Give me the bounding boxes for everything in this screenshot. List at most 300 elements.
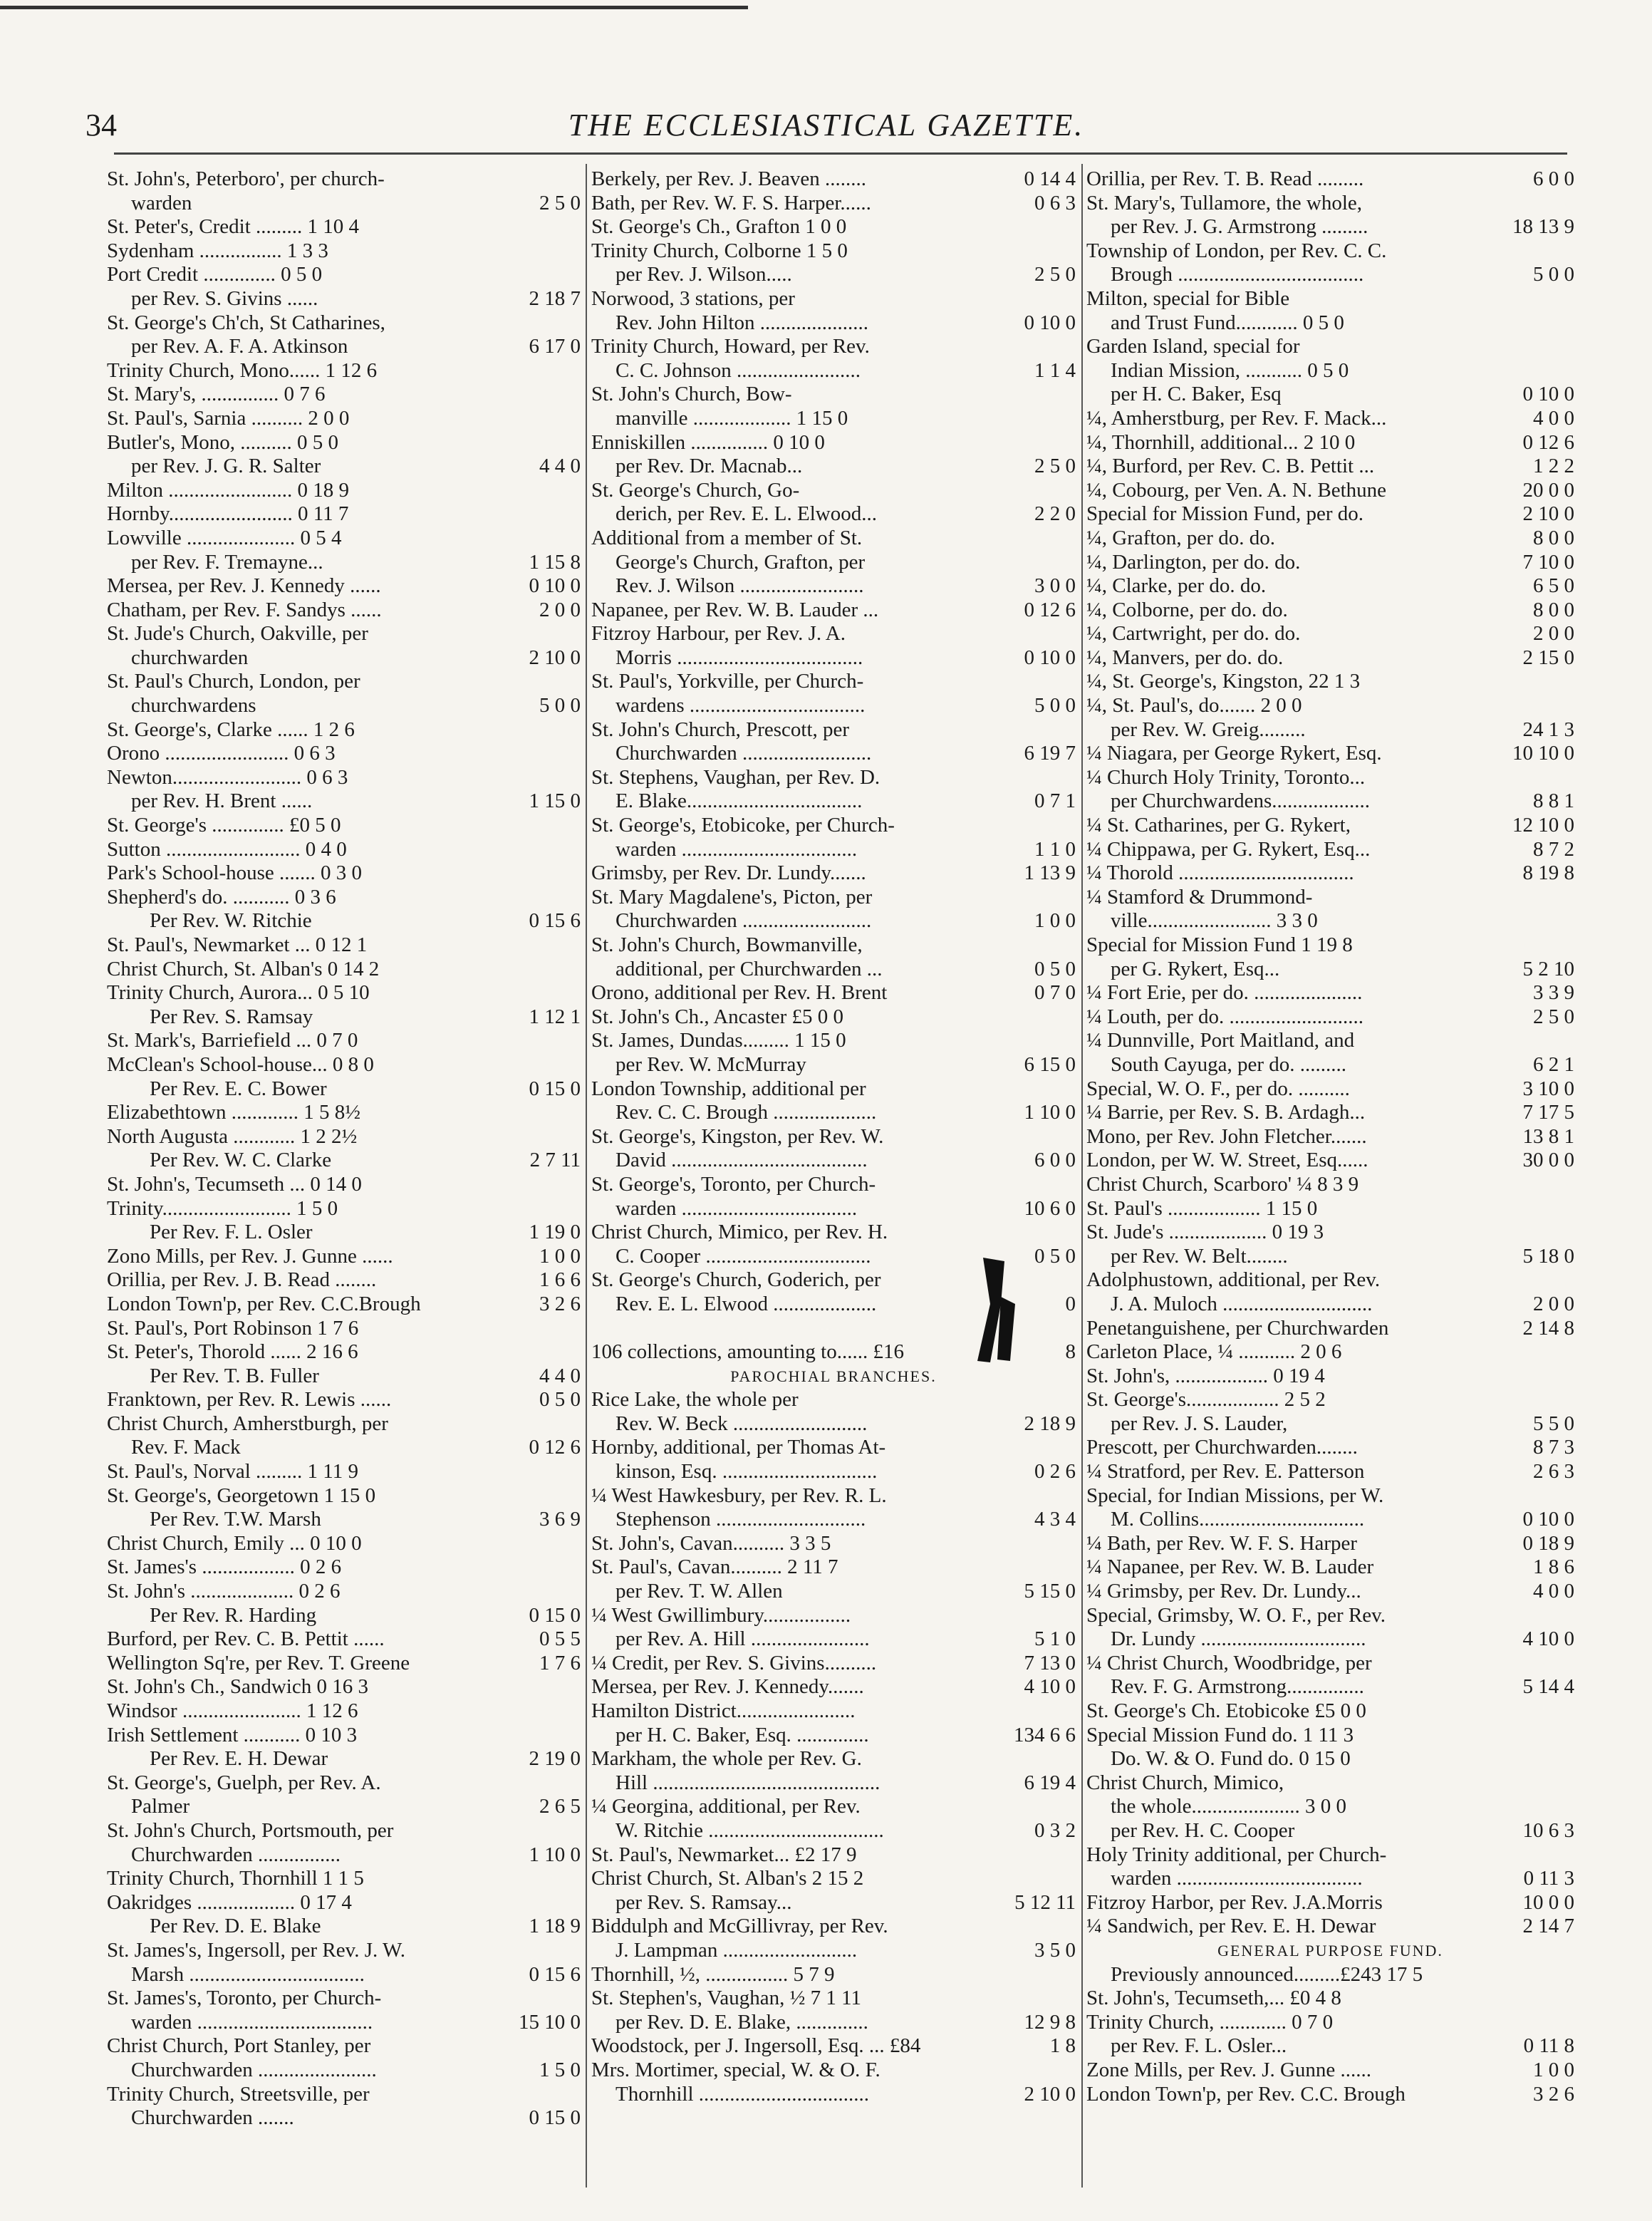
ledger-row xyxy=(591,192,1076,216)
entry-text: McClean's School-house... 0 8 0 xyxy=(107,1052,374,1076)
ledger-row xyxy=(591,1221,1076,1245)
entry-text: Orillia, per Rev. J. B. Read ........ xyxy=(107,1268,377,1292)
ledger-row xyxy=(1086,1508,1574,1532)
entry-amount: 6 2 1 xyxy=(1533,1052,1574,1076)
ledger-row xyxy=(107,1987,581,2011)
entry-amount: 2 7 11 xyxy=(529,1149,581,1172)
entry-text: per Rev. S. Ramsay... xyxy=(615,1890,792,1914)
entry-amount: 2 5 0 xyxy=(1034,455,1076,478)
ledger-row xyxy=(591,1747,1076,1771)
ledger-row xyxy=(107,215,581,239)
entry-text: Garden Island, special for xyxy=(1086,335,1300,358)
entry-text: per Rev. A. F. A. Atkinson xyxy=(131,335,348,358)
entry-amount: 2 2 0 xyxy=(1034,502,1076,526)
entry-text: Milton, special for Bible xyxy=(1086,286,1290,310)
entry-text: Thornhill ................................. xyxy=(615,2082,870,2106)
entry-text: Zono Mills, per Rev. J. Gunne ...... xyxy=(107,1244,393,1268)
entry-text: per Rev. A. Hill ....................... xyxy=(615,1627,870,1651)
ledger-row xyxy=(1086,574,1574,599)
ledger-row xyxy=(591,1460,1076,1484)
entry-text: Windsor ....................... 1 12 6 xyxy=(107,1699,358,1722)
entry-text: ¼ West Gwillimbury................. xyxy=(591,1603,851,1627)
column-divider xyxy=(586,164,587,2188)
entry-text: Churchwarden ......................... xyxy=(615,742,872,765)
entry-amount: 1 8 6 xyxy=(1533,1555,1574,1579)
entry-text: London Town'p, per Rev. C.C. Brough xyxy=(1086,2082,1406,2106)
ledger-row xyxy=(1086,1867,1574,1891)
entry-text: ¼, Amherstburg, per Rev. F. Mack... xyxy=(1086,406,1387,430)
entry-text: Markham, the whole per Rev. G. xyxy=(591,1747,862,1771)
ledger-row xyxy=(107,551,581,575)
ledger-row xyxy=(591,838,1076,862)
entry-text: Dr. Lundy ................................ xyxy=(1111,1627,1366,1651)
ledger-row xyxy=(1086,1101,1574,1125)
entry-amount: 12 9 8 xyxy=(1024,2010,1076,2034)
entry-text: St. George's Ch'ch, St Catharines, xyxy=(107,311,385,334)
page-title: THE ECCLESIASTICAL GAZETTE. xyxy=(568,108,1085,143)
ledger-row xyxy=(1086,1699,1574,1724)
ledger-row xyxy=(591,909,1076,933)
entry-text: kinson, Esq. .............................. xyxy=(615,1460,878,1484)
entry-text: ¼, Grafton, per do. do. xyxy=(1086,526,1275,549)
ledger-row xyxy=(591,335,1076,359)
entry-text: St. George's.................. 2 5 2 xyxy=(1086,1388,1326,1412)
entry-text: per Rev. W. Greig......... xyxy=(1111,718,1306,741)
ledger-row xyxy=(1086,2059,1574,2083)
entry-text: St. John's Church, Bow- xyxy=(591,383,792,406)
entry-text: Trinity......................... 1 5 0 xyxy=(107,1196,338,1220)
ledger-row xyxy=(1086,1125,1574,1149)
entry-text: St. Mary's, ............... 0 7 6 xyxy=(107,383,326,406)
entry-text: ¼ Chippawa, per G. Rykert, Esq... xyxy=(1086,837,1371,861)
entry-amount: 1 18 9 xyxy=(529,1915,581,1938)
entry-text: Per Rev. R. Harding xyxy=(150,1603,317,1627)
ledger-row xyxy=(591,622,1076,646)
ledger-row xyxy=(1086,814,1574,838)
entry-amount: 1 8 xyxy=(1049,2034,1076,2058)
ledger-row xyxy=(591,1173,1076,1197)
entry-amount: 2 19 0 xyxy=(529,1747,581,1771)
entry-text: Special, for Indian Missions, per W. xyxy=(1086,1484,1384,1507)
entry-amount: 5 12 11 xyxy=(1014,1890,1076,1914)
ledger-row xyxy=(1086,1795,1574,1819)
ledger-row xyxy=(107,1125,581,1149)
entry-text: St. John's Ch., Sandwich 0 16 3 xyxy=(107,1675,368,1699)
ledger-row xyxy=(591,718,1076,742)
entry-text: warden xyxy=(131,191,192,214)
ledger-row xyxy=(1086,1963,1574,1987)
entry-text: Churchwarden ....................... xyxy=(131,2058,377,2081)
ledger-row xyxy=(1086,1819,1574,1843)
entry-amount: 0 11 8 xyxy=(1523,2034,1574,2058)
entry-text: Special Mission Fund do. 1 11 3 xyxy=(1086,1723,1354,1746)
ledger-row xyxy=(107,1388,581,1412)
entry-text: Trinity Church, ............. 0 7 0 xyxy=(1086,2010,1334,2034)
ledger-row xyxy=(1086,861,1574,886)
entry-amount: 1 2 2 xyxy=(1533,455,1574,478)
ledger-row xyxy=(1086,1053,1574,1077)
entry-text: St. Mark's, Barriefield ... 0 7 0 xyxy=(107,1029,358,1052)
entry-amount: 18 13 9 xyxy=(1512,215,1574,239)
ledger-row xyxy=(1086,766,1574,790)
ledger-row xyxy=(107,1795,581,1819)
entry-amount: 20 0 0 xyxy=(1522,478,1574,502)
entry-text: Township of London, per Rev. C. C. xyxy=(1086,239,1387,262)
entry-text: Woodstock, per J. Ingersoll, Esq. ... £84 xyxy=(591,2034,921,2058)
ledger-row xyxy=(107,2034,581,2059)
entry-amount: 0 12 6 xyxy=(1522,430,1574,454)
entry-text: Mersea, per Rev. J. Kennedy ...... xyxy=(107,574,381,598)
ledger-row xyxy=(1086,599,1574,623)
page-header xyxy=(85,107,1567,150)
entry-amount: 6 19 7 xyxy=(1024,742,1076,765)
ledger-row xyxy=(107,1484,581,1508)
ledger-row xyxy=(591,1005,1076,1030)
header-rule xyxy=(114,152,1567,155)
ledger-row xyxy=(591,359,1076,383)
ledger-row xyxy=(1086,1724,1574,1748)
entry-amount: 8 xyxy=(1065,1340,1076,1364)
ledger-row xyxy=(1086,1245,1574,1269)
entry-text: Marsh .................................. xyxy=(131,1962,365,1986)
ledger-row xyxy=(1086,239,1574,264)
entry-text: St. George's .............. £0 5 0 xyxy=(107,814,341,837)
ledger-row xyxy=(591,551,1076,575)
ledger-row xyxy=(107,1245,581,1269)
entry-amount: 0 5 0 xyxy=(539,1388,581,1412)
entry-text: Rev. F. G. Armstrong............... xyxy=(1111,1675,1364,1699)
ledger-row xyxy=(1086,1484,1574,1508)
entry-text: St. John's Church, Portsmouth, per xyxy=(107,1818,394,1842)
ledger-row xyxy=(1086,1436,1574,1460)
entry-amount: 1 19 0 xyxy=(529,1221,581,1244)
entry-text: Trinity Church, Streetsville, per xyxy=(107,2082,370,2106)
ledger-row xyxy=(1086,479,1574,503)
entry-text: ¼ Louth, per do. .......................... xyxy=(1086,1005,1364,1028)
entry-text: Christ Church, Port Stanley, per xyxy=(107,2034,371,2058)
ledger-row xyxy=(591,1724,1076,1748)
ledger-row xyxy=(591,1795,1076,1819)
entry-text: Special, Grimsby, W. O. F., per Rev. xyxy=(1086,1603,1386,1627)
ledger-row xyxy=(107,239,581,264)
ledger-row xyxy=(591,1867,1076,1891)
entry-text: per G. Rykert, Esq... xyxy=(1111,957,1280,980)
entry-text: St. Paul's, Port Robinson 1 7 6 xyxy=(107,1316,359,1340)
entry-text: St. Paul's .................. 1 15 0 xyxy=(1086,1196,1318,1220)
ledger-row xyxy=(107,192,581,216)
entry-text: London Town'p, per Rev. C.C.Brough xyxy=(107,1292,421,1315)
entry-text: St. John's Ch., Ancaster £5 0 0 xyxy=(591,1005,844,1028)
ledger-row xyxy=(107,1843,581,1868)
entry-text: Palmer xyxy=(131,1795,190,1818)
ledger-row xyxy=(591,1843,1076,1868)
ledger-row xyxy=(591,1484,1076,1508)
ledger-row xyxy=(591,1699,1076,1724)
ledger-row xyxy=(1086,1388,1574,1412)
ledger-row xyxy=(591,2083,1076,2107)
ledger-row xyxy=(1086,1317,1574,1341)
entry-text: St. John's, Tecumseth ... 0 14 0 xyxy=(107,1172,362,1196)
ledger-row xyxy=(591,1771,1076,1796)
ledger-row xyxy=(591,1436,1076,1460)
entry-text: St. Paul's, Newmarket... £2 17 9 xyxy=(591,1843,857,1866)
entry-text: Oakridges ................... 0 17 4 xyxy=(107,1890,352,1914)
entry-text: Berkely, per Rev. J. Beaven ........ xyxy=(591,167,867,190)
ledger-row xyxy=(1086,502,1574,527)
entry-text: Trinity Church, Howard, per Rev. xyxy=(591,335,870,358)
ledger-row xyxy=(1086,431,1574,455)
ledger-row xyxy=(107,1268,581,1293)
ledger-row xyxy=(591,239,1076,264)
ledger-row xyxy=(591,574,1076,599)
ledger-row xyxy=(107,287,581,311)
ledger-row xyxy=(107,1747,581,1771)
entry-amount: 3 6 9 xyxy=(539,1508,581,1531)
ledger-row xyxy=(107,1627,581,1652)
ledger-row xyxy=(107,311,581,336)
entry-text: Morris .................................... xyxy=(615,646,863,669)
entry-amount: 3 0 0 xyxy=(1034,574,1076,598)
entry-text: per Rev. H. Brent ...... xyxy=(131,789,313,813)
entry-text: Thornhill, ½, ................ 5 7 9 xyxy=(591,1962,835,1986)
entry-text: St. John's Church, Bowmanville, xyxy=(591,933,863,956)
entry-text: St. George's Church, Goderich, per xyxy=(591,1268,881,1292)
ledger-row xyxy=(107,1604,581,1628)
entry-text: ¼ Napanee, per Rev. W. B. Lauder xyxy=(1086,1555,1374,1579)
entry-text: St. John's, .................. 0 19 4 xyxy=(1086,1364,1325,1387)
ledger-row xyxy=(1086,886,1574,910)
entry-amount: 2 5 0 xyxy=(1533,1005,1574,1028)
ledger-row xyxy=(1086,742,1574,766)
entry-text: Rev. J. Wilson ........................ xyxy=(615,574,864,598)
ledger-row xyxy=(107,1891,581,1915)
ledger-row xyxy=(591,1915,1076,1939)
entry-amount: 2 6 3 xyxy=(1533,1460,1574,1484)
ledger-row xyxy=(591,287,1076,311)
entry-text: ¼, Cartwright, per do. do. xyxy=(1086,622,1301,646)
entry-amount: 0 10 0 xyxy=(1024,646,1076,669)
entry-text: ¼ Georgina, additional, per Rev. xyxy=(591,1795,861,1818)
entry-amount: 13 8 1 xyxy=(1522,1124,1574,1148)
ledger-row xyxy=(1086,909,1574,933)
ledger-row xyxy=(107,1197,581,1221)
ledger-row xyxy=(591,1555,1076,1580)
entry-text: ¼ Church Holy Trinity, Toronto... xyxy=(1086,765,1366,789)
ledger-row xyxy=(107,1555,581,1580)
entry-amount: 10 0 0 xyxy=(1522,1890,1574,1914)
ledger-row xyxy=(107,574,581,599)
entry-text: per Rev. T. W. Allen xyxy=(615,1580,783,1603)
entry-text: St. George's, Guelph, per Rev. A. xyxy=(107,1771,381,1794)
ledger-row xyxy=(591,742,1076,766)
ledger-row xyxy=(591,479,1076,503)
entry-text: St. Stephen's, Vaughan, ½ 7 1 11 xyxy=(591,1987,861,2010)
entry-amount: 2 0 0 xyxy=(539,598,581,621)
entry-amount: 8 7 2 xyxy=(1533,837,1574,861)
entry-amount: 0 3 2 xyxy=(1034,1818,1076,1842)
entry-text: Christ Church, Scarboro' ¼ 8 3 9 xyxy=(1086,1172,1359,1196)
ledger-row xyxy=(591,1077,1076,1102)
entry-text: Christ Church, St. Alban's 2 15 2 xyxy=(591,1867,864,1890)
ledger-row xyxy=(107,622,581,646)
entry-text: St. George's, Toronto, per Church- xyxy=(591,1172,876,1196)
entry-text: Penetanguishene, per Churchwarden xyxy=(1086,1316,1389,1340)
entry-text: Rev. W. Beck .......................... xyxy=(615,1412,868,1435)
ledger-row xyxy=(591,383,1076,407)
entry-text: St. Paul's, Newmarket ... 0 12 1 xyxy=(107,933,368,956)
entry-amount: 6 0 0 xyxy=(1533,167,1574,190)
entry-text: St. James's .................. 0 2 6 xyxy=(107,1555,342,1579)
ledger-row xyxy=(1086,167,1574,192)
ledger-row xyxy=(591,670,1076,694)
entry-text: Hill ............................................ xyxy=(615,1771,880,1794)
entry-text: Churchwarden ................ xyxy=(131,1843,341,1866)
ledger-row xyxy=(1086,1532,1574,1556)
entry-text: St. George's, Kingston, per Rev. W. xyxy=(591,1124,884,1148)
entry-text: Burford, per Rev. C. B. Pettit ...... xyxy=(107,1627,385,1651)
entry-text: wardens .................................. xyxy=(615,694,866,718)
entry-amount: 2 5 0 xyxy=(1034,263,1076,286)
entry-text: warden .................................... xyxy=(1111,1867,1363,1890)
entry-amount: 1 6 6 xyxy=(539,1268,581,1292)
entry-text: St. Mary Magdalene's, Picton, per xyxy=(591,885,873,908)
entry-text: Do. W. & O. Fund do. 0 15 0 xyxy=(1111,1747,1351,1771)
entry-text: Bath, per Rev. W. F. S. Harper...... xyxy=(591,191,871,214)
ledger-row xyxy=(107,1436,581,1460)
entry-text: Zone Mills, per Rev. J. Gunne ...... xyxy=(1086,2058,1372,2081)
ledger-row xyxy=(1086,718,1574,742)
entry-text: Orono, additional per Rev. H. Brent xyxy=(591,981,888,1005)
ledger-row xyxy=(107,1029,581,1053)
entry-amount: 10 10 0 xyxy=(1512,742,1574,765)
ledger-row xyxy=(1086,1652,1574,1676)
entry-text: the whole..................... 3 0 0 xyxy=(1111,1795,1347,1818)
entry-text: St. George's Church, Go- xyxy=(591,478,800,502)
ledger-row xyxy=(591,981,1076,1005)
ledger-row xyxy=(1086,958,1574,982)
entry-text: ¼ Barrie, per Rev. S. B. Ardagh... xyxy=(1086,1101,1366,1124)
entry-text: Milton ........................ 0 18 9 xyxy=(107,478,349,502)
entry-text: St. Paul's, Norval ......... 1 11 9 xyxy=(107,1460,358,1484)
ledger-row xyxy=(107,1077,581,1102)
ledger-row xyxy=(107,2011,581,2035)
entry-amount: 6 0 0 xyxy=(1034,1149,1076,1172)
entry-text: Christ Church, Mimico, per Rev. H. xyxy=(591,1221,888,1244)
entry-text: Special for Mission Fund 1 19 8 xyxy=(1086,933,1353,956)
entry-amount: 0 5 0 xyxy=(1034,1244,1076,1268)
entry-text: Norwood, 3 stations, per xyxy=(591,286,795,310)
entry-amount: 5 5 0 xyxy=(1533,1412,1574,1435)
entry-text: 106 collections, amounting to...... £16 xyxy=(591,1340,904,1364)
entry-text: Rev. F. Mack xyxy=(131,1436,241,1459)
ledger-row xyxy=(107,263,581,287)
ledger-row xyxy=(1086,215,1574,239)
ledger-row xyxy=(1086,1891,1574,1915)
ledger-row xyxy=(591,814,1076,838)
entry-text: per H. C. Baker, Esq. .............. xyxy=(615,1723,869,1746)
ledger-row xyxy=(107,1365,581,1389)
entry-text: St. John's .................... 0 2 6 xyxy=(107,1580,341,1603)
ledger-row xyxy=(591,1604,1076,1628)
entry-amount: 8 19 8 xyxy=(1522,861,1574,885)
entry-text: ¼, St. George's, Kingston, 22 1 3 xyxy=(1086,670,1361,693)
entry-amount: 2 6 5 xyxy=(539,1795,581,1818)
entry-text: ¼ West Hawkesbury, per Rev. R. L. xyxy=(591,1484,887,1507)
entry-text: St. John's, Peterboro', per church- xyxy=(107,167,385,190)
ledger-row xyxy=(107,431,581,455)
column-2 xyxy=(591,167,1076,2184)
entry-text: per Rev. S. Givins ...... xyxy=(131,286,318,310)
ledger-row xyxy=(1086,981,1574,1005)
ledger-row xyxy=(107,861,581,886)
entry-text: Trinity Church, Mono...... 1 12 6 xyxy=(107,358,378,382)
entry-text: ¼ Stratford, per Rev. E. Patterson xyxy=(1086,1460,1365,1484)
ledger-row xyxy=(107,909,581,933)
entry-text: Mrs. Mortimer, special, W. & O. F. xyxy=(591,2058,880,2081)
entry-amount: 10 6 0 xyxy=(1024,1196,1076,1220)
ledger-row xyxy=(1086,383,1574,407)
entry-amount: 0 xyxy=(1065,1292,1076,1315)
entry-text: Grimsby, per Rev. Dr. Lundy....... xyxy=(591,861,866,885)
entry-text: per Rev. W. McMurray xyxy=(615,1052,806,1076)
ledger-row xyxy=(107,527,581,551)
entry-amount: 1 10 0 xyxy=(1024,1101,1076,1124)
entry-amount: 2 5 0 xyxy=(539,191,581,214)
ink-blot-mark xyxy=(962,1254,1019,1368)
entry-text: ¼ Stamford & Drummond- xyxy=(1086,885,1313,908)
ledger-row xyxy=(107,1149,581,1173)
entry-text: Additional from a member of St. xyxy=(591,526,863,549)
ledger-row xyxy=(591,502,1076,527)
entry-text: Hornby........................ 0 11 7 xyxy=(107,502,349,526)
entry-amount: 0 11 3 xyxy=(1523,1867,1574,1890)
ledger-row xyxy=(591,1939,1076,1963)
ledger-row xyxy=(107,933,581,958)
ledger-row xyxy=(591,1197,1076,1221)
entry-text: per Rev. J. G. Armstrong ......... xyxy=(1111,215,1368,239)
entry-text: Lowville ..................... 0 5 4 xyxy=(107,526,342,549)
entry-text: C. C. Johnson ........................ xyxy=(615,358,861,382)
entry-text: ¼ Grimsby, per Rev. Dr. Lundy... xyxy=(1086,1580,1361,1603)
ledger-row xyxy=(107,718,581,742)
ledger-row xyxy=(591,766,1076,790)
entry-amount: 5 0 0 xyxy=(539,694,581,718)
entry-text: Shepherd's do. ........... 0 3 6 xyxy=(107,885,336,908)
entry-text: Butler's, Mono, .......... 0 5 0 xyxy=(107,430,339,454)
entry-text: St. Paul's, Yorkville, per Church- xyxy=(591,670,864,693)
ledger-row xyxy=(1086,1005,1574,1030)
ledger-row xyxy=(107,981,581,1005)
entry-amount: 8 0 0 xyxy=(1533,526,1574,549)
ledger-row xyxy=(107,1532,581,1556)
entry-text: ¼ Dunnville, Port Maitland, and xyxy=(1086,1029,1355,1052)
entry-amount: 1 15 0 xyxy=(529,789,581,813)
entry-amount: 2 10 0 xyxy=(1522,502,1574,526)
ledger-row xyxy=(107,407,581,431)
ledger-row xyxy=(107,455,581,479)
entry-text: St. Jude's Church, Oakville, per xyxy=(107,622,368,646)
entry-amount: 7 13 0 xyxy=(1024,1651,1076,1674)
entry-amount: 0 12 6 xyxy=(1024,598,1076,621)
ledger-row xyxy=(591,599,1076,623)
entry-text: per Rev. J. Wilson..... xyxy=(615,263,792,286)
entry-text: ¼ Sandwich, per Rev. E. H. Dewar xyxy=(1086,1915,1376,1938)
ledger-row xyxy=(107,383,581,407)
entry-amount: 5 15 0 xyxy=(1024,1580,1076,1603)
entry-text: St. James's, Ingersoll, per Rev. J. W. xyxy=(107,1938,405,1962)
ledger-row xyxy=(591,167,1076,192)
ledger-row xyxy=(107,2083,581,2107)
